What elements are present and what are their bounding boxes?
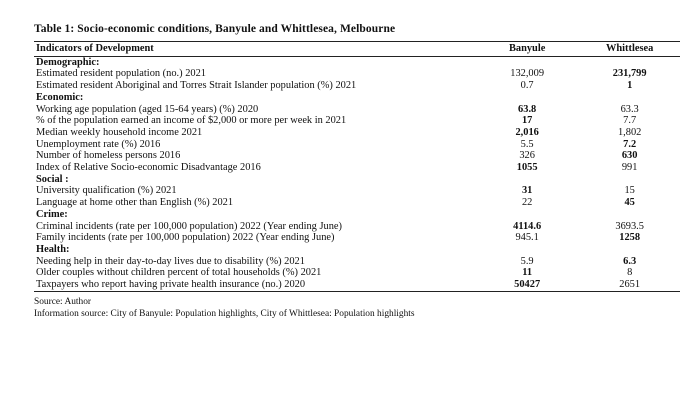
indicator-label: Language at home other than English (%) 2021 [36, 197, 234, 209]
banyule-value: 31 [521, 185, 533, 197]
table-row [34, 115, 680, 127]
table-body [34, 56, 680, 291]
indicator-label: Index of Relative Socio-economic Disadvantage 2016 [36, 162, 261, 174]
whittlesea-value: 7.2 [623, 138, 637, 150]
banyule-value: 2,016 [515, 126, 539, 138]
table-row [34, 139, 680, 151]
section-heading: Health: [36, 243, 70, 255]
table-row [34, 127, 680, 139]
banyule-value: 63.8 [518, 103, 537, 115]
indicator-label: Criminal incidents (rate per 100,000 population) 2022 (Year ending June) [36, 220, 342, 232]
banyule-value: 945.1 [515, 232, 539, 244]
section-heading: Demographic: [36, 56, 100, 68]
whittlesea-value: 1,802 [617, 126, 642, 138]
table-row [34, 256, 680, 268]
table-row [34, 68, 680, 80]
indicator-label: % of the population earned an income of $2,000 or more per week in 2021 [36, 115, 347, 127]
table-notes [34, 296, 682, 320]
table-row [34, 232, 680, 244]
header-whittlesea: Whittlesea [577, 42, 680, 57]
indicator-label: Working age population (aged 15-64 years) (%) 2020 [36, 103, 259, 115]
whittlesea-value: 45 [624, 197, 635, 209]
header-banyule: Banyule [475, 42, 577, 57]
whittlesea-value: 630 [621, 150, 638, 162]
whittlesea-value: 8 [627, 267, 633, 279]
section-row [34, 244, 680, 256]
banyule-value: 326 [519, 150, 535, 162]
indicator-label: Number of homeless persons 2016 [36, 150, 181, 162]
section-row [34, 92, 680, 104]
banyule-value: 4114.6 [513, 220, 542, 232]
table-row [34, 267, 680, 279]
section-row [34, 209, 680, 221]
information-source-note: Information source: City of Banyule: Population highlights, City of Whittlesea: Population highlights [34, 308, 415, 319]
whittlesea-value: 63.3 [620, 103, 639, 115]
whittlesea-value: 15 [624, 185, 635, 197]
indicators-table [34, 41, 680, 292]
table-title: Table 1: Socio-economic conditions, Banyule and Whittlesea, Melbourne [34, 23, 396, 35]
banyule-value: 50427 [475, 279, 577, 291]
source-note: Source: Author [34, 296, 92, 307]
whittlesea-value: 2651 [577, 279, 680, 291]
indicator-label: Estimated resident population (no.) 2021 [36, 68, 206, 80]
whittlesea-value: 1258 [619, 232, 641, 244]
indicator-label: Estimated resident Aboriginal and Torres Strait Islander population (%) 2021 [36, 80, 357, 92]
table-figure [34, 22, 682, 320]
banyule-value: 11 [522, 267, 533, 279]
banyule-value: 132,009 [510, 68, 545, 80]
table-row [34, 279, 680, 291]
table-row [34, 150, 680, 162]
header-indicators: Indicators of Development [34, 42, 475, 57]
section-heading: Crime: [36, 208, 68, 220]
banyule-value: 5.5 [520, 138, 534, 150]
banyule-value: 17 [521, 115, 533, 127]
whittlesea-value: 991 [621, 162, 638, 174]
table-row [34, 162, 680, 174]
banyule-value: 1055 [516, 162, 538, 174]
table-row [34, 80, 680, 92]
table-header-row [34, 42, 680, 57]
indicator-label: Older couples without children percent of total households (%) 2021 [36, 267, 322, 279]
indicator-label: Needing help in their day-to-day lives due to disability (%) 2021 [36, 255, 305, 267]
whittlesea-value: 6.3 [623, 255, 637, 267]
indicator-label: Family incidents (rate per 100,000 population) 2022 (Year ending June) [36, 232, 335, 244]
indicator-label: Unemployment rate (%) 2016 [36, 138, 161, 150]
table-row [34, 197, 680, 209]
banyule-value: 5.9 [520, 255, 534, 267]
whittlesea-value: 3693.5 [615, 220, 644, 232]
section-row [34, 174, 680, 186]
whittlesea-value: 7.7 [623, 115, 637, 127]
banyule-value: 22 [521, 197, 533, 209]
section-heading: Social : [36, 173, 69, 185]
table-row [34, 185, 680, 197]
table-row [34, 104, 680, 116]
section-heading: Economic: [36, 91, 84, 103]
whittlesea-value: 231,799 [612, 68, 647, 80]
indicator-label: Taxpayers who report having private health insurance (no.) 2020 [34, 279, 475, 291]
section-row [34, 56, 680, 68]
indicator-label: University qualification (%) 2021 [36, 185, 177, 197]
banyule-value: 0.7 [520, 80, 534, 92]
table-row [34, 221, 680, 233]
whittlesea-value: 1 [627, 80, 633, 92]
indicator-label: Median weekly household income 2021 [36, 126, 203, 138]
